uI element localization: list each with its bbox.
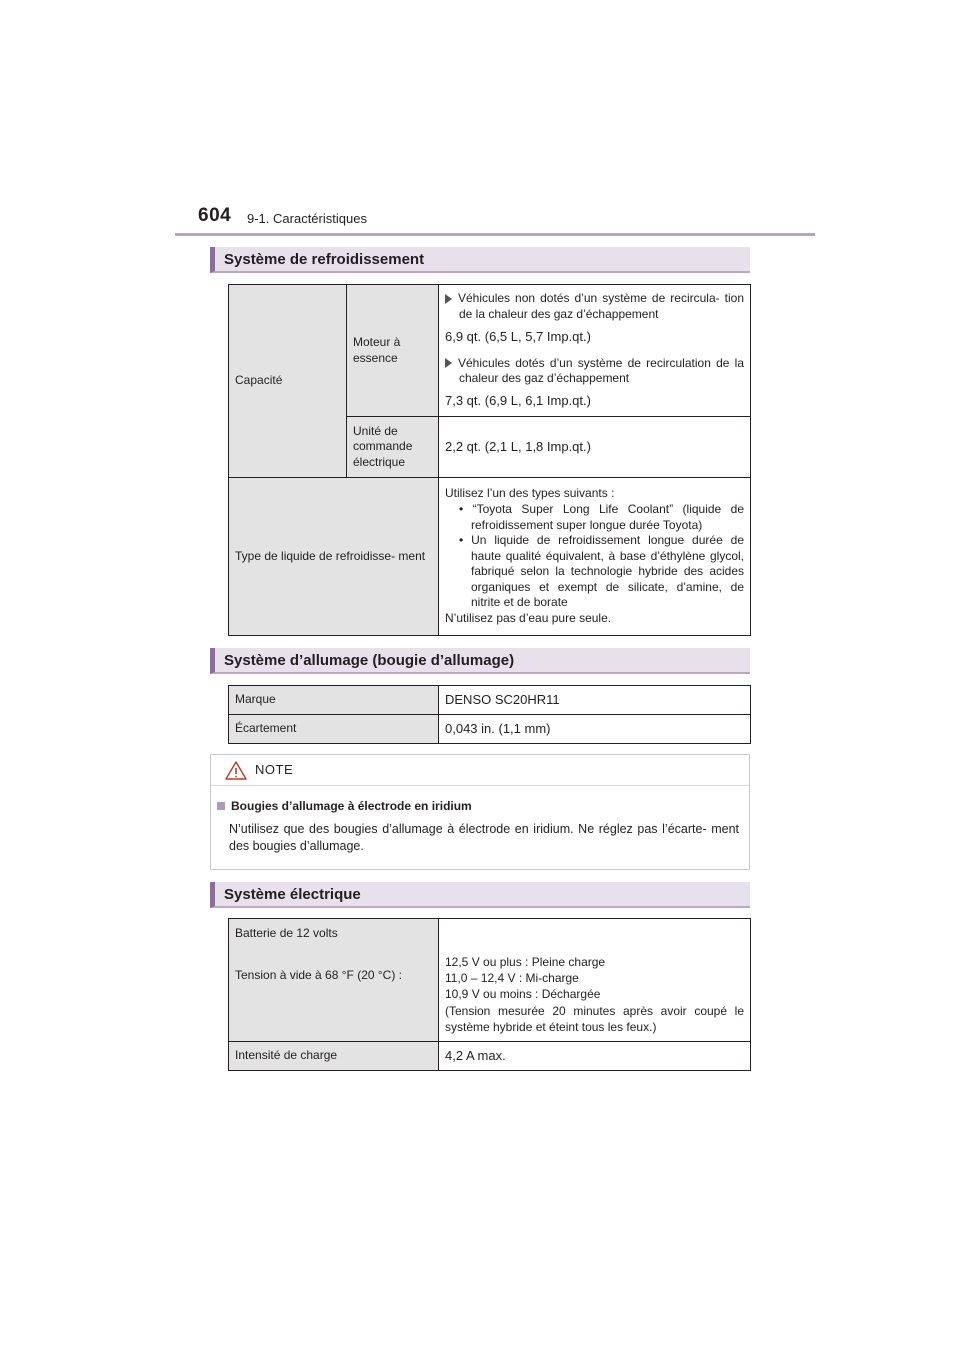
voltage-note: (Tension mesurée 20 minutes après avoir coupé le système hybride et éteint tous les feux.) xyxy=(445,1003,744,1034)
voltage-line-3: 10,9 V ou moins : Déchargée xyxy=(445,987,601,1002)
variant-1-value: 6,9 qt. (6,5 L, 5,7 Imp.qt.) xyxy=(445,328,591,344)
brand-label: Marque xyxy=(229,686,439,715)
arrow-right-icon xyxy=(445,294,452,304)
control-unit-label: Unité de commande électrique xyxy=(347,417,439,478)
coolant-type-label: Type de liquide de refroidisse- ment xyxy=(229,478,439,636)
section-heading-ignition xyxy=(210,648,750,674)
table-row xyxy=(229,686,751,715)
gap-value: 0,043 in. (1,1 mm) xyxy=(439,715,751,744)
note-header xyxy=(211,755,749,786)
coolant-bullet-2: • Un liquide de refroidissement longue durée de haute qualité équivalent, à base d’éthylène glycol, fabriqué selon la technologie hybride des acides organiques et exempt de silicate, d’amine, de nitrite et de borate xyxy=(459,533,744,610)
table-row xyxy=(229,715,751,744)
variant-1-desc: Véhicules non dotés d’un système de recircula- tion de la chaleur des gaz d’échappement xyxy=(458,291,744,322)
engine-capacity-cell xyxy=(439,285,751,417)
variant-2-desc: Véhicules dotés d’un système de recirculation de la chaleur des gaz d’échappement xyxy=(458,355,744,386)
current-label: Intensité de charge xyxy=(229,1042,439,1071)
coolant-outro: N’utilisez pas d’eau pure seule. xyxy=(445,611,612,626)
cooling-table xyxy=(228,284,751,636)
voltage-label: Tension à vide à 68 °F (20 °C) : xyxy=(235,967,403,982)
table-row xyxy=(229,285,751,417)
coolant-intro: Utilisez l’un des types suivants : xyxy=(445,486,615,501)
variant-2-item xyxy=(445,356,744,387)
gap-label: Écartement xyxy=(229,715,439,744)
section-title: Système d’allumage (bougie d’allumage) xyxy=(224,652,515,669)
battery-label-cell xyxy=(229,919,439,1042)
voltage-line-1: 12,5 V ou plus : Pleine charge xyxy=(445,955,606,970)
arrow-right-icon xyxy=(445,358,452,368)
note-subtitle-row xyxy=(217,799,472,813)
current-value: 4,2 A max. xyxy=(439,1042,751,1071)
variant-1-item xyxy=(445,291,744,322)
table-row xyxy=(229,919,751,1042)
voltage-line-2: 11,0 – 12,4 V : Mi-charge xyxy=(445,971,579,986)
note-body: N’utilisez que des bougies d’allumage à électrode en iridium. Ne réglez pas l’écarte- ment des bougies d’allumage. xyxy=(229,822,739,853)
variant-2-value: 7,3 qt. (6,9 L, 6,1 Imp.qt.) xyxy=(445,392,591,408)
coolant-type-cell xyxy=(439,478,751,636)
section-heading-cooling xyxy=(210,247,750,273)
section-heading-electrical xyxy=(210,882,750,908)
table-row xyxy=(229,478,751,636)
control-unit-value: 2,2 qt. (2,1 L, 1,8 Imp.qt.) xyxy=(439,417,751,478)
ignition-table xyxy=(228,685,751,744)
capacity-label: Capacité xyxy=(229,285,347,478)
note-subtitle: Bougies d’allumage à électrode en iridium xyxy=(231,799,472,813)
engine-label: Moteur à essence xyxy=(347,285,439,417)
coolant-bullet-1: • “Toyota Super Long Life Coolant” (liquide de refroidissement super longue durée Toyota) xyxy=(459,501,744,532)
chapter-title: 9-1. Caractéristiques xyxy=(247,211,367,226)
section-title: Système électrique xyxy=(224,886,361,903)
header-divider xyxy=(175,233,815,236)
note-title: NOTE xyxy=(255,762,294,777)
electrical-table xyxy=(228,918,751,1071)
brand-value: DENSO SC20HR11 xyxy=(439,686,751,715)
battery-value-cell xyxy=(439,919,751,1042)
note-box xyxy=(210,754,750,870)
section-title: Système de refroidissement xyxy=(224,251,425,268)
battery-label: Batterie de 12 volts xyxy=(235,926,338,940)
table-row xyxy=(229,1042,751,1071)
warning-icon xyxy=(225,761,247,780)
page-number: 604 xyxy=(198,205,232,226)
square-bullet-icon xyxy=(217,802,225,810)
